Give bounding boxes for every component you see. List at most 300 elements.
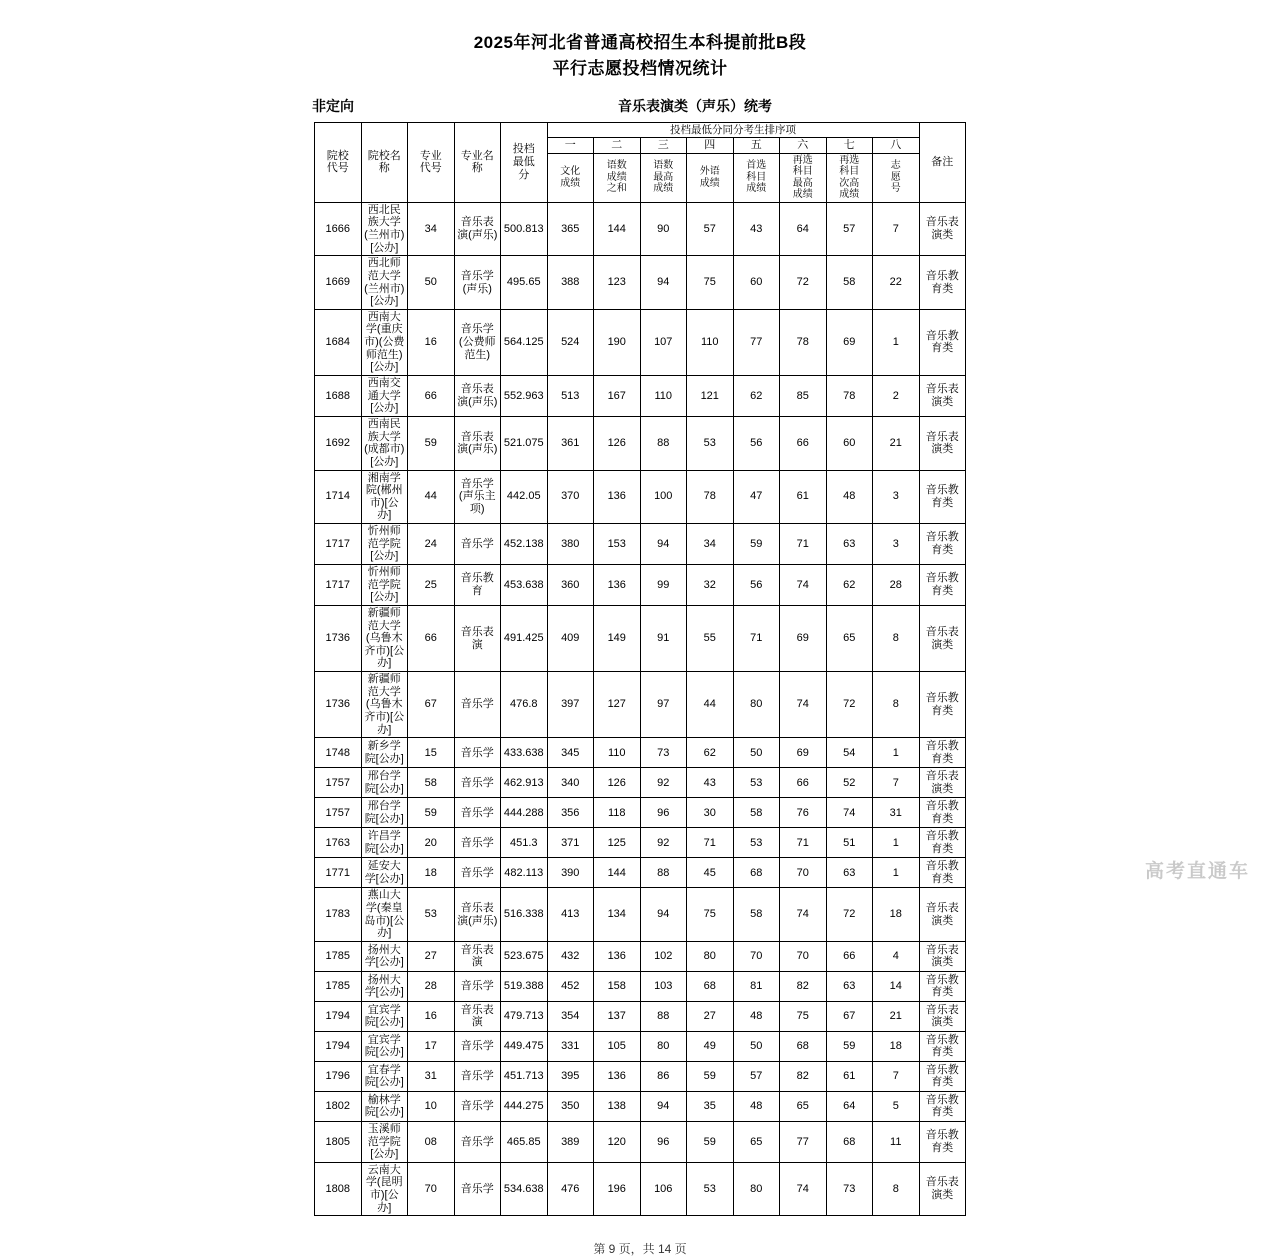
cell-sort-4: 43 — [687, 768, 734, 798]
cell-sort-8: 1 — [873, 858, 920, 888]
cell-major-code: 50 — [408, 256, 455, 310]
cell-sort-6: 77 — [780, 1121, 827, 1162]
cell-remark: 音乐教育类 — [919, 971, 966, 1001]
cell-school-name: 玉溪师范学院[公办] — [361, 1121, 408, 1162]
header-min-score-l1: 投档 — [512, 143, 535, 156]
header-sort-num-3: 三 — [640, 138, 687, 154]
cell-sort-1: 370 — [547, 470, 594, 524]
cell-sort-5: 59 — [733, 524, 780, 565]
cell-school-code: 1805 — [315, 1121, 362, 1162]
cell-major-name: 音乐表演(声乐) — [454, 416, 501, 470]
cell-sort-8: 3 — [873, 470, 920, 524]
cell-sort-2: 137 — [594, 1001, 641, 1031]
cell-min-score: 521.075 — [501, 416, 548, 470]
cell-sort-4: 75 — [687, 888, 734, 942]
cell-sort-8: 21 — [873, 416, 920, 470]
cell-sort-7: 63 — [826, 858, 873, 888]
cell-min-score: 516.338 — [501, 888, 548, 942]
cell-school-name: 延安大学[公办] — [361, 858, 408, 888]
header-major-code-l1: 专业 — [419, 149, 442, 162]
cell-major-code: 58 — [408, 768, 455, 798]
cell-sort-1: 476 — [547, 1162, 594, 1216]
cell-sort-8: 1 — [873, 828, 920, 858]
cell-major-name: 音乐表演(声乐) — [454, 376, 501, 417]
cell-sort-3: 86 — [640, 1061, 687, 1091]
cell-sort-1: 395 — [547, 1061, 594, 1091]
cell-sort-7: 78 — [826, 376, 873, 417]
cell-remark: 音乐教育类 — [919, 470, 966, 524]
header-sort-label-1 — [547, 153, 594, 202]
cell-school-code: 1794 — [315, 1001, 362, 1031]
table-row — [315, 1162, 966, 1216]
subheader-row — [0, 96, 1280, 116]
cell-sort-3: 94 — [640, 256, 687, 310]
cell-remark: 音乐教育类 — [919, 1121, 966, 1162]
cell-sort-3: 96 — [640, 798, 687, 828]
cell-school-name: 燕山大学(秦皇岛市)[公办] — [361, 888, 408, 942]
cell-sort-4: 30 — [687, 798, 734, 828]
category-label: 非定向 — [312, 98, 354, 114]
cell-school-code: 1794 — [315, 1031, 362, 1061]
cell-major-name: 音乐学(公费师范生) — [454, 309, 501, 375]
header-school-code — [315, 123, 362, 203]
cell-min-score: 444.275 — [501, 1091, 548, 1121]
cell-sort-5: 62 — [733, 376, 780, 417]
cell-sort-2: 123 — [594, 256, 641, 310]
cell-sort-1: 452 — [547, 971, 594, 1001]
table-row — [315, 1031, 966, 1061]
header-sort-label-6 — [780, 153, 827, 202]
cell-sort-1: 409 — [547, 605, 594, 671]
cell-min-score: 495.65 — [501, 256, 548, 310]
cell-major-code: 16 — [408, 1001, 455, 1031]
cell-school-name: 忻州师范学院[公办] — [361, 565, 408, 606]
table-row — [315, 565, 966, 606]
header-sort-label-3 — [640, 153, 687, 202]
cell-remark: 音乐表演类 — [919, 1001, 966, 1031]
cell-sort-4: 78 — [687, 470, 734, 524]
cell-school-code: 1669 — [315, 256, 362, 310]
cell-remark: 音乐表演类 — [919, 768, 966, 798]
cell-sort-1: 361 — [547, 416, 594, 470]
cell-major-code: 34 — [408, 202, 455, 256]
cell-school-name: 宜宾学院[公办] — [361, 1031, 408, 1061]
header-sort-label-5 — [733, 153, 780, 202]
table-row — [315, 858, 966, 888]
cell-remark: 音乐表演类 — [919, 416, 966, 470]
header-sort-label-2-l1: 语数 — [606, 160, 627, 172]
table-row — [315, 605, 966, 671]
cell-sort-2: 120 — [594, 1121, 641, 1162]
cell-school-name: 西南大学(重庆市)(公费师范生)[公办] — [361, 309, 408, 375]
cell-major-code: 67 — [408, 672, 455, 738]
header-sort-label-7-l1: 再选 — [839, 154, 860, 166]
cell-sort-5: 58 — [733, 888, 780, 942]
cell-sort-6: 68 — [780, 1031, 827, 1061]
cell-major-name: 音乐表演(声乐) — [454, 888, 501, 942]
cell-major-name: 音乐学 — [454, 858, 501, 888]
cell-sort-7: 62 — [826, 565, 873, 606]
table-row — [315, 798, 966, 828]
cell-sort-4: 45 — [687, 858, 734, 888]
cell-sort-3: 90 — [640, 202, 687, 256]
cell-sort-5: 60 — [733, 256, 780, 310]
cell-sort-3: 88 — [640, 1001, 687, 1031]
header-sort-label-7-l2: 科目 — [839, 166, 860, 178]
cell-sort-2: 138 — [594, 1091, 641, 1121]
cell-sort-3: 97 — [640, 672, 687, 738]
cell-sort-2: 126 — [594, 768, 641, 798]
cell-sort-6: 75 — [780, 1001, 827, 1031]
header-sort-label-4-l1: 外语 — [699, 166, 720, 178]
cell-sort-6: 72 — [780, 256, 827, 310]
cell-major-name: 音乐学 — [454, 524, 501, 565]
cell-sort-5: 58 — [733, 798, 780, 828]
cell-sort-2: 144 — [594, 202, 641, 256]
table-row — [315, 1121, 966, 1162]
cell-sort-8: 4 — [873, 941, 920, 971]
cell-school-code: 1714 — [315, 470, 362, 524]
header-school-name: 院校名称 — [361, 123, 408, 203]
cell-remark: 音乐教育类 — [919, 672, 966, 738]
cell-sort-6: 82 — [780, 971, 827, 1001]
cell-sort-3: 92 — [640, 828, 687, 858]
cell-major-code: 66 — [408, 605, 455, 671]
cell-school-name: 邢台学院[公办] — [361, 798, 408, 828]
cell-school-code: 1748 — [315, 738, 362, 768]
cell-sort-2: 110 — [594, 738, 641, 768]
cell-sort-4: 80 — [687, 941, 734, 971]
cell-school-name: 湘南学院(郴州市)[公办] — [361, 470, 408, 524]
cell-sort-7: 61 — [826, 1061, 873, 1091]
cell-sort-1: 397 — [547, 672, 594, 738]
cell-school-code: 1757 — [315, 798, 362, 828]
cell-sort-4: 34 — [687, 524, 734, 565]
table-row — [315, 1001, 966, 1031]
cell-sort-7: 51 — [826, 828, 873, 858]
cell-sort-6: 70 — [780, 858, 827, 888]
cell-major-code: 20 — [408, 828, 455, 858]
exam-type-label: 音乐表演类（声乐）统考 — [618, 98, 772, 114]
cell-sort-4: 27 — [687, 1001, 734, 1031]
cell-sort-8: 1 — [873, 738, 920, 768]
cell-sort-5: 57 — [733, 1061, 780, 1091]
cell-sort-8: 31 — [873, 798, 920, 828]
cell-sort-4: 53 — [687, 1162, 734, 1216]
cell-major-name: 音乐表演 — [454, 605, 501, 671]
cell-school-name: 西南交通大学[公办] — [361, 376, 408, 417]
cell-sort-7: 74 — [826, 798, 873, 828]
cell-min-score: 462.913 — [501, 768, 548, 798]
header-remark: 备注 — [919, 123, 966, 203]
header-sort-label-2-l2: 成绩 — [606, 171, 627, 183]
page-footer: 第 9 页，共 14 页 — [593, 1242, 687, 1257]
cell-sort-2: 134 — [594, 888, 641, 942]
header-sort-label-8-l2: 愿 — [890, 171, 901, 183]
header-sort-label-7-l4: 成绩 — [839, 189, 860, 201]
cell-sort-4: 71 — [687, 828, 734, 858]
cell-sort-4: 32 — [687, 565, 734, 606]
cell-sort-4: 59 — [687, 1121, 734, 1162]
cell-sort-3: 102 — [640, 941, 687, 971]
cell-sort-7: 59 — [826, 1031, 873, 1061]
cell-remark: 音乐教育类 — [919, 1031, 966, 1061]
cell-remark: 音乐表演类 — [919, 1162, 966, 1216]
cell-min-score: 453.638 — [501, 565, 548, 606]
cell-sort-1: 354 — [547, 1001, 594, 1031]
cell-sort-7: 68 — [826, 1121, 873, 1162]
cell-sort-5: 70 — [733, 941, 780, 971]
cell-sort-7: 52 — [826, 768, 873, 798]
cell-sort-6: 66 — [780, 416, 827, 470]
cell-min-score: 534.638 — [501, 1162, 548, 1216]
header-sort-num-2: 二 — [594, 138, 641, 154]
cell-sort-5: 48 — [733, 1001, 780, 1031]
cell-min-score: 519.388 — [501, 971, 548, 1001]
cell-sort-2: 136 — [594, 565, 641, 606]
cell-sort-6: 74 — [780, 888, 827, 942]
cell-min-score: 476.8 — [501, 672, 548, 738]
cell-school-name: 新乡学院[公办] — [361, 738, 408, 768]
cell-sort-3: 103 — [640, 971, 687, 1001]
cell-major-code: 15 — [408, 738, 455, 768]
cell-sort-7: 57 — [826, 202, 873, 256]
cell-school-name: 许昌学院[公办] — [361, 828, 408, 858]
cell-sort-3: 100 — [640, 470, 687, 524]
cell-min-score: 449.475 — [501, 1031, 548, 1061]
cell-school-code: 1717 — [315, 565, 362, 606]
header-major-name: 专业名称 — [454, 123, 501, 203]
cell-sort-4: 55 — [687, 605, 734, 671]
cell-major-name: 音乐学 — [454, 971, 501, 1001]
header-sort-num-4: 四 — [687, 138, 734, 154]
header-sort-label-3-l2: 最高 — [653, 171, 674, 183]
cell-sort-6: 61 — [780, 470, 827, 524]
cell-sort-3: 80 — [640, 1031, 687, 1061]
table-head — [315, 123, 966, 203]
cell-sort-3: 94 — [640, 1091, 687, 1121]
header-sort-num-8: 八 — [873, 138, 920, 154]
cell-school-code: 1688 — [315, 376, 362, 417]
cell-remark: 音乐表演类 — [919, 941, 966, 971]
header-sort-label-8-l3: 号 — [890, 183, 901, 195]
header-sort-label-8-l1: 志 — [890, 160, 901, 172]
cell-sort-6: 82 — [780, 1061, 827, 1091]
cell-school-name: 西北民族大学(兰州市)[公办] — [361, 202, 408, 256]
cell-min-score: 452.138 — [501, 524, 548, 565]
header-major-code-l2: 代号 — [419, 162, 442, 175]
cell-school-code: 1736 — [315, 672, 362, 738]
cell-school-name: 扬州大学[公办] — [361, 971, 408, 1001]
cell-sort-2: 136 — [594, 470, 641, 524]
table-row — [315, 309, 966, 375]
cell-sort-2: 153 — [594, 524, 641, 565]
cell-major-code: 66 — [408, 376, 455, 417]
cell-sort-7: 67 — [826, 1001, 873, 1031]
cell-school-name: 扬州大学[公办] — [361, 941, 408, 971]
header-sort-label-2-l3: 之和 — [606, 183, 627, 195]
cell-sort-4: 121 — [687, 376, 734, 417]
cell-sort-1: 360 — [547, 565, 594, 606]
cell-sort-7: 72 — [826, 888, 873, 942]
cell-sort-6: 74 — [780, 565, 827, 606]
cell-sort-3: 88 — [640, 416, 687, 470]
cell-sort-2: 127 — [594, 672, 641, 738]
cell-sort-6: 64 — [780, 202, 827, 256]
cell-remark: 音乐教育类 — [919, 738, 966, 768]
cell-sort-5: 71 — [733, 605, 780, 671]
cell-sort-8: 7 — [873, 768, 920, 798]
cell-sort-7: 54 — [826, 738, 873, 768]
cell-school-name: 新疆师范大学(乌鲁木齐市)[公办] — [361, 605, 408, 671]
cell-major-name: 音乐学 — [454, 1162, 501, 1216]
admission-table — [314, 122, 966, 1216]
document-title-block — [0, 0, 1280, 82]
table-row — [315, 470, 966, 524]
cell-sort-6: 70 — [780, 941, 827, 971]
header-sort-num-1: 一 — [547, 138, 594, 154]
table-row — [315, 828, 966, 858]
cell-sort-1: 413 — [547, 888, 594, 942]
cell-major-name: 音乐表演 — [454, 1001, 501, 1031]
cell-sort-8: 7 — [873, 1061, 920, 1091]
table-row — [315, 738, 966, 768]
header-sort-label-3-l1: 语数 — [653, 160, 674, 172]
cell-school-name: 云南大学(昆明市)[公办] — [361, 1162, 408, 1216]
header-sort-label-5-l1: 首选 — [746, 160, 767, 172]
header-min-score-l3: 分 — [518, 168, 530, 181]
cell-remark: 音乐教育类 — [919, 1091, 966, 1121]
cell-school-name: 西南民族大学(成都市)[公办] — [361, 416, 408, 470]
cell-sort-2: 196 — [594, 1162, 641, 1216]
cell-sort-3: 91 — [640, 605, 687, 671]
cell-school-code: 1736 — [315, 605, 362, 671]
cell-sort-2: 190 — [594, 309, 641, 375]
cell-min-score: 433.638 — [501, 738, 548, 768]
cell-min-score: 465.85 — [501, 1121, 548, 1162]
cell-min-score: 482.113 — [501, 858, 548, 888]
cell-major-name: 音乐学 — [454, 738, 501, 768]
header-sort-label-6-l2: 科目 — [792, 166, 813, 178]
cell-min-score: 442.05 — [501, 470, 548, 524]
table-row — [315, 941, 966, 971]
header-sort-label-5-l2: 科目 — [746, 171, 767, 183]
cell-sort-6: 76 — [780, 798, 827, 828]
cell-min-score: 491.425 — [501, 605, 548, 671]
cell-sort-2: 149 — [594, 605, 641, 671]
page-title-line-2: 平行志愿投档情况统计 — [552, 59, 728, 78]
cell-sort-6: 85 — [780, 376, 827, 417]
cell-sort-8: 18 — [873, 1031, 920, 1061]
table-body — [315, 202, 966, 1216]
cell-sort-2: 125 — [594, 828, 641, 858]
table-row — [315, 672, 966, 738]
cell-sort-5: 65 — [733, 1121, 780, 1162]
cell-major-code: 08 — [408, 1121, 455, 1162]
cell-major-code: 17 — [408, 1031, 455, 1061]
cell-sort-7: 69 — [826, 309, 873, 375]
cell-sort-3: 94 — [640, 888, 687, 942]
header-sort-label-7-l3: 次高 — [839, 177, 860, 189]
cell-sort-6: 71 — [780, 828, 827, 858]
cell-min-score: 523.675 — [501, 941, 548, 971]
cell-sort-8: 3 — [873, 524, 920, 565]
cell-major-code: 24 — [408, 524, 455, 565]
cell-sort-2: 144 — [594, 858, 641, 888]
cell-major-code: 27 — [408, 941, 455, 971]
cell-school-name: 榆林学院[公办] — [361, 1091, 408, 1121]
table-row — [315, 416, 966, 470]
cell-sort-3: 107 — [640, 309, 687, 375]
cell-sort-1: 356 — [547, 798, 594, 828]
cell-sort-1: 340 — [547, 768, 594, 798]
cell-sort-3: 110 — [640, 376, 687, 417]
cell-sort-6: 71 — [780, 524, 827, 565]
cell-major-code: 53 — [408, 888, 455, 942]
cell-sort-5: 68 — [733, 858, 780, 888]
cell-sort-7: 60 — [826, 416, 873, 470]
cell-sort-8: 1 — [873, 309, 920, 375]
table-row — [315, 256, 966, 310]
cell-major-code: 16 — [408, 309, 455, 375]
cell-school-name: 忻州师范学院[公办] — [361, 524, 408, 565]
cell-remark: 音乐教育类 — [919, 828, 966, 858]
cell-sort-4: 49 — [687, 1031, 734, 1061]
cell-sort-1: 513 — [547, 376, 594, 417]
cell-sort-1: 390 — [547, 858, 594, 888]
cell-sort-8: 2 — [873, 376, 920, 417]
header-sort-num-7: 七 — [826, 138, 873, 154]
cell-sort-2: 126 — [594, 416, 641, 470]
cell-school-code: 1684 — [315, 309, 362, 375]
cell-major-name: 音乐学 — [454, 798, 501, 828]
cell-sort-8: 22 — [873, 256, 920, 310]
cell-sort-2: 167 — [594, 376, 641, 417]
header-sort-label-6-l4: 成绩 — [792, 189, 813, 201]
cell-major-name: 音乐学 — [454, 1121, 501, 1162]
cell-major-code: 18 — [408, 858, 455, 888]
header-sort-num-6: 六 — [780, 138, 827, 154]
cell-school-name: 宜宾学院[公办] — [361, 1001, 408, 1031]
header-sort-label-5-l3: 成绩 — [746, 183, 767, 195]
cell-sort-5: 81 — [733, 971, 780, 1001]
cell-sort-8: 14 — [873, 971, 920, 1001]
cell-sort-7: 63 — [826, 524, 873, 565]
cell-school-code: 1808 — [315, 1162, 362, 1216]
cell-major-code: 25 — [408, 565, 455, 606]
cell-sort-2: 118 — [594, 798, 641, 828]
cell-sort-7: 66 — [826, 941, 873, 971]
header-min-score — [501, 123, 548, 203]
cell-sort-2: 136 — [594, 941, 641, 971]
table-row — [315, 376, 966, 417]
cell-school-code: 1783 — [315, 888, 362, 942]
header-school-code-l2: 代号 — [326, 162, 349, 175]
cell-sort-3: 99 — [640, 565, 687, 606]
cell-school-code: 1785 — [315, 941, 362, 971]
header-sort-label-1-l2: 成绩 — [560, 177, 581, 189]
cell-sort-1: 350 — [547, 1091, 594, 1121]
cell-sort-6: 74 — [780, 1162, 827, 1216]
cell-min-score: 564.125 — [501, 309, 548, 375]
cell-school-code: 1785 — [315, 971, 362, 1001]
header-min-score-l2: 最低 — [512, 156, 535, 169]
cell-major-name: 音乐学 — [454, 1031, 501, 1061]
cell-major-name: 音乐学 — [454, 768, 501, 798]
cell-sort-5: 77 — [733, 309, 780, 375]
cell-sort-4: 75 — [687, 256, 734, 310]
header-sort-label-3-l3: 成绩 — [653, 183, 674, 195]
